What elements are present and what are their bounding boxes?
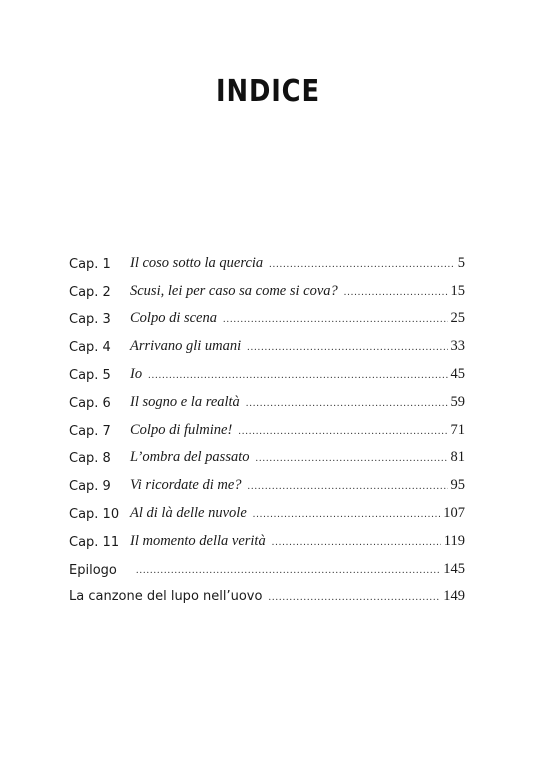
chapter-title: Vi ricordate di me?: [130, 477, 242, 494]
toc-row: [69, 530, 465, 558]
toc-row: [69, 502, 465, 530]
dot-leader: [223, 314, 448, 325]
toc-row: [69, 391, 465, 419]
chapter-label: Cap. 11: [69, 534, 120, 550]
toc-row: [69, 586, 465, 614]
dot-leader: [344, 287, 448, 298]
chapter-label: Cap. 8: [69, 451, 111, 467]
dot-leader: [269, 259, 455, 270]
page-number: 33: [450, 338, 465, 355]
dot-leader: [238, 426, 447, 437]
page-number: 71: [450, 421, 465, 438]
chapter-label: Cap. 4: [69, 340, 111, 356]
page-number: 15: [450, 282, 465, 299]
toc-row: [69, 558, 465, 586]
chapter-label: Cap. 6: [69, 395, 111, 411]
page-number: 95: [450, 477, 465, 494]
page-number: 59: [450, 393, 465, 410]
chapter-label: Cap. 10: [69, 506, 120, 522]
chapter-title: La canzone del lupo nell’uovo: [69, 589, 263, 605]
chapter-label: Cap. 5: [69, 367, 111, 383]
toc-row: [69, 474, 465, 502]
page-number: 5: [457, 254, 465, 271]
page-number: 119: [443, 532, 465, 549]
dot-leader: [272, 537, 441, 548]
chapter-title: Colpo di fulmine!: [130, 421, 233, 438]
page-number: 45: [450, 365, 465, 382]
chapter-title: Il coso sotto la quercia: [130, 254, 264, 271]
page-number: 149: [443, 588, 465, 605]
chapter-label: Cap. 1: [69, 256, 111, 272]
chapter-title: L’ombra del passato: [130, 449, 250, 466]
chapter-label: Cap. 3: [69, 312, 111, 328]
chapter-title: Colpo di scena: [130, 310, 217, 327]
chapter-label: Cap. 7: [69, 423, 111, 439]
chapter-label: Epilogo: [69, 562, 117, 578]
chapter-title: Io: [130, 365, 143, 382]
dot-leader: [268, 592, 440, 603]
page-number: 145: [443, 560, 465, 577]
dot-leader: [148, 370, 447, 381]
page-number: 25: [450, 310, 465, 327]
dot-leader: [253, 509, 440, 520]
toc-row: [69, 252, 465, 280]
dot-leader: [248, 481, 448, 492]
toc-row: [69, 308, 465, 336]
page-number: 107: [443, 504, 465, 521]
chapter-title: Il sogno e la realtà: [130, 393, 240, 410]
page-number: 81: [450, 449, 465, 466]
dot-leader: [256, 453, 448, 464]
toc-row: [69, 335, 465, 363]
dot-leader: [136, 565, 440, 576]
toc-row: [69, 280, 465, 308]
dot-leader: [247, 342, 447, 353]
table-of-contents: [69, 252, 465, 613]
page-title: INDICE: [216, 74, 320, 109]
toc-row: [69, 363, 465, 391]
chapter-label: Cap. 2: [69, 284, 111, 300]
chapter-title: Al di là delle nuvole: [130, 504, 247, 521]
chapter-label: Cap. 9: [69, 479, 111, 495]
toc-row: [69, 447, 465, 475]
chapter-title: Il momento della verità: [130, 532, 266, 549]
chapter-title: Arrivano gli umani: [130, 338, 242, 355]
dot-leader: [246, 398, 448, 409]
chapter-title: Scusi, lei per caso sa come si cova?: [130, 282, 338, 299]
toc-row: [69, 419, 465, 447]
